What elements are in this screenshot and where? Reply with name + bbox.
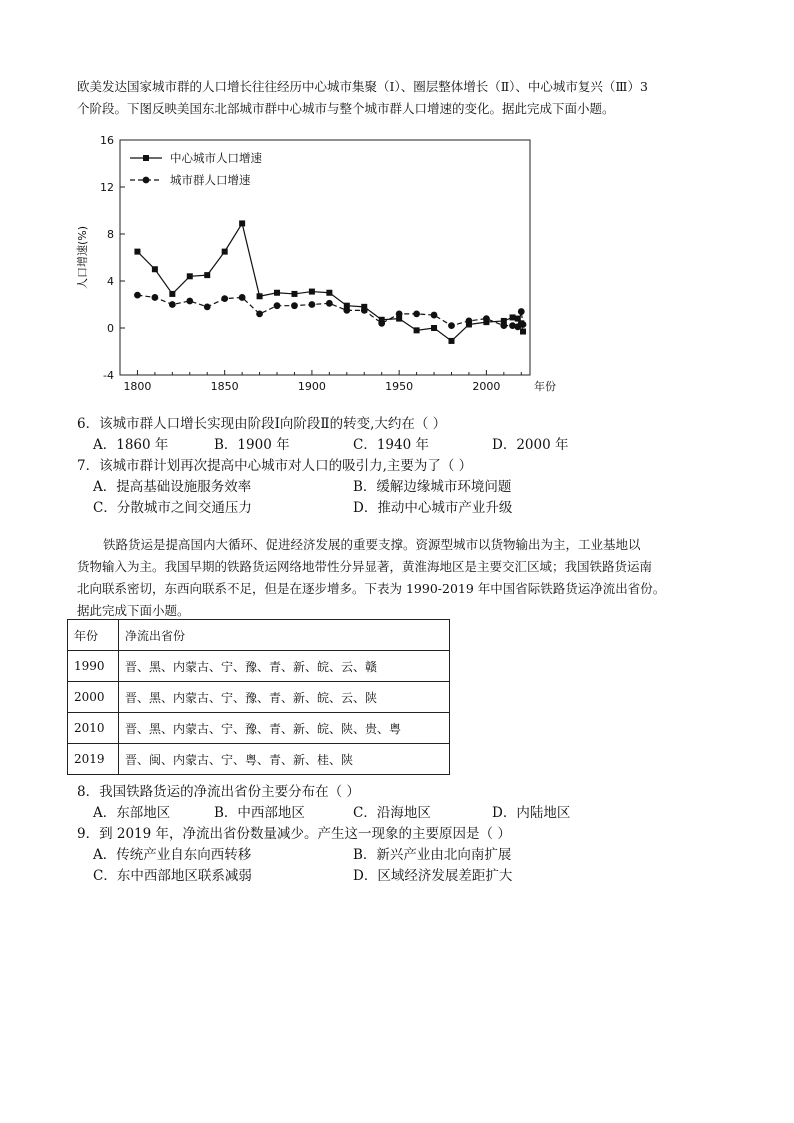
y-tick-label: -4 [103, 369, 114, 382]
population-growth-chart [60, 128, 560, 398]
data-point-circle [431, 312, 438, 319]
data-point-circle [291, 302, 298, 309]
data-point-square [169, 291, 175, 297]
table-cell-year: 1990 [68, 651, 119, 682]
q9-option-c[interactable]: C．东中西部地区联系减弱 [93, 868, 252, 884]
data-point-circle [274, 302, 281, 309]
q6-option-b[interactable]: B．1900 年 [214, 437, 290, 453]
x-tick-label: 1950 [385, 380, 414, 393]
data-point-square [448, 338, 454, 344]
data-point-circle [309, 301, 316, 308]
data-point-circle [186, 298, 193, 305]
series-line [137, 223, 523, 340]
table-row [68, 744, 450, 775]
data-point-circle [256, 311, 263, 318]
data-point-square [326, 290, 332, 296]
q8-option-c[interactable]: C．沿海地区 [353, 805, 431, 821]
x-axis-label: 年份 [534, 380, 556, 393]
q8-option-b[interactable]: B．中西部地区 [214, 805, 305, 821]
q7-option-d[interactable]: D．推动中心城市产业升级 [353, 500, 513, 516]
data-point-square [291, 291, 297, 297]
data-point-circle [134, 292, 141, 299]
data-point-circle [520, 321, 527, 328]
intro-line: 欧美发达国家城市群的人口增长往往经历中心城市集聚（Ⅰ）、圈层整体增长（Ⅱ）、中心城市复兴（Ⅲ）3 [77, 79, 648, 94]
legend-marker-circle [143, 177, 150, 184]
data-point-circle [204, 303, 211, 310]
data-point-square [152, 266, 158, 272]
table-cell-year: 2010 [68, 713, 119, 744]
y-tick-label: 16 [100, 134, 114, 147]
q7-option-c[interactable]: C．分散城市之间交通压力 [93, 500, 252, 516]
data-point-circle [361, 307, 368, 314]
q9-option-a[interactable]: A．传统产业自东向西转移 [93, 847, 252, 863]
data-point-square [510, 314, 516, 320]
data-point-circle [343, 307, 350, 314]
data-point-square [414, 327, 420, 333]
y-tick-label: 8 [107, 228, 114, 241]
data-point-square [257, 293, 263, 299]
data-point-circle [221, 295, 228, 302]
data-point-circle [239, 294, 246, 301]
data-point-square [204, 272, 210, 278]
table-header-cell: 净流出省份 [119, 620, 450, 651]
data-point-circle [413, 311, 420, 318]
data-point-circle [500, 322, 507, 329]
intro-paragraph-1 [77, 76, 648, 120]
data-point-square [239, 220, 245, 226]
data-point-circle [518, 308, 525, 315]
table-cell-year: 2000 [68, 682, 119, 713]
x-tick-label: 1850 [210, 380, 239, 393]
question-9-stem: 9．到 2019 年，净流出省份数量减少。产生这一现象的主要原因是（ ） [77, 826, 511, 842]
intro-line: 据此完成下面小题。 [77, 603, 190, 618]
x-tick-label: 1900 [297, 380, 326, 393]
intro-line: 北向联系密切，东西向联系不足，但是在逐步增多。下表为 1990-2019 年中国省际铁路货运净流出省份。 [77, 581, 666, 596]
data-point-circle [483, 315, 490, 322]
table-header-cell: 年份 [68, 620, 119, 651]
q9-option-b[interactable]: B．新兴产业由北向南扩展 [353, 847, 512, 863]
legend-marker-square [143, 155, 149, 161]
data-point-square [309, 289, 315, 295]
table-row [68, 682, 450, 713]
net-outflow-table [67, 619, 450, 775]
data-point-circle [378, 320, 385, 327]
x-tick-label: 2000 [472, 380, 501, 393]
q7-option-b[interactable]: B．缓解边缘城市环境问题 [353, 479, 512, 495]
x-tick-label: 1800 [123, 380, 152, 393]
data-point-circle [448, 322, 455, 329]
q7-option-a[interactable]: A．提高基础设施服务效率 [93, 479, 252, 495]
data-point-square [431, 325, 437, 331]
data-point-square [274, 290, 280, 296]
q6-option-a[interactable]: A．1860 年 [93, 437, 169, 453]
table-cell-provinces: 晋、闽、内蒙古、宁、粤、青、新、桂、陕 [119, 744, 450, 775]
q8-option-d[interactable]: D．内陆地区 [492, 805, 571, 821]
q6-option-c[interactable]: C．1940 年 [353, 437, 429, 453]
intro-paragraph-2 [77, 534, 665, 622]
data-point-square [134, 249, 140, 255]
intro-line: 货物输入为主。我国早期的铁路货运网络地带性分异显著，黄淮海地区是主要交汇区域；我国铁路货运南 [77, 559, 653, 574]
y-axis-label: 人口增速(%) [76, 225, 89, 290]
table-cell-provinces: 晋、黑、内蒙古、宁、豫、青、新、皖、云、赣 [119, 651, 450, 682]
legend-label: 城市群人口增速 [170, 173, 251, 187]
q8-option-a[interactable]: A．东部地区 [93, 805, 171, 821]
data-point-circle [169, 301, 176, 308]
intro-line: 铁路货运是提高国内大循环、促进经济发展的重要支撑。资源型城市以货物输出为主，工业基地以 [103, 537, 641, 552]
series-line [137, 295, 523, 327]
data-point-circle [326, 300, 333, 307]
q9-option-d[interactable]: D．区域经济发展差距扩大 [353, 868, 513, 884]
intro-line: 个阶段。下图反映美国东北部城市群中心城市与整个城市群人口增速的变化。据此完成下面小题。 [77, 101, 615, 116]
table-cell-year: 2019 [68, 744, 119, 775]
question-6-stem: 6．该城市群人口增长实现由阶段Ⅰ向阶段Ⅱ的转变,大约在（ ） [77, 416, 447, 432]
table-row [68, 713, 450, 744]
data-point-circle [396, 311, 403, 318]
table-row [68, 651, 450, 682]
data-point-square [520, 329, 526, 335]
table-header-row [68, 620, 450, 651]
y-tick-label: 12 [100, 181, 114, 194]
y-tick-label: 4 [107, 275, 114, 288]
data-point-square [187, 273, 193, 279]
table-cell-provinces: 晋、黑、内蒙古、宁、豫、青、新、皖、陕、贵、粤 [119, 713, 450, 744]
table-cell-provinces: 晋、黑、内蒙古、宁、豫、青、新、皖、云、陕 [119, 682, 450, 713]
legend-label: 中心城市人口增速 [170, 151, 262, 165]
data-point-circle [151, 294, 158, 301]
data-point-circle [466, 318, 473, 325]
question-7-stem: 7．该城市群计划再次提高中心城市对人口的吸引力,主要为了（ ） [77, 458, 473, 474]
question-8-stem: 8．我国铁路货运的净流出省份主要分布在（ ） [77, 784, 360, 800]
data-point-square [222, 249, 228, 255]
y-tick-label: 0 [107, 322, 114, 335]
q6-option-d[interactable]: D．2000 年 [492, 437, 569, 453]
